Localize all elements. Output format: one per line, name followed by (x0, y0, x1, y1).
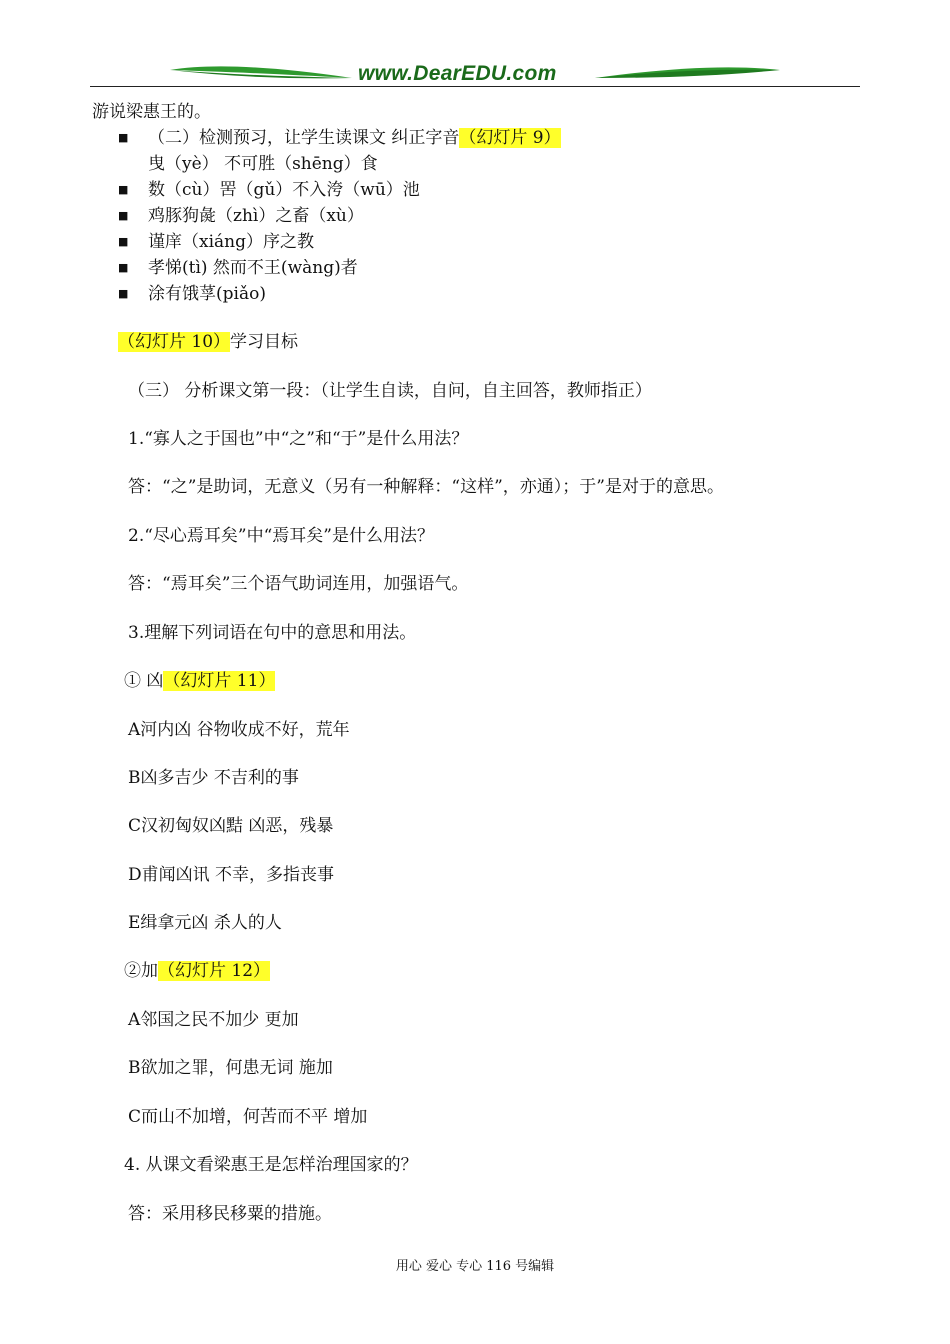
section3-heading: （三） 分析课文第一段：（让学生自读，自问，自主回答，教师指正） (128, 381, 652, 401)
word2-item: B欲加之罪，何患无词 施加 (128, 1058, 333, 1078)
word2-item: A邻国之民不加少 更加 (128, 1010, 299, 1030)
preview-item: 谨庠（xiáng）序之教 (148, 232, 314, 252)
question-1: 1.“寡人之于国也”中“之”和“于”是什么用法？ (128, 429, 469, 449)
word1-item: E缉拿元凶 杀人的人 (128, 913, 282, 933)
word1-label: ① 凶 (124, 671, 164, 691)
preview-item: 涂有饿莩(piǎo) (148, 284, 266, 304)
word1-line (124, 670, 275, 692)
slide-tag-11: （幻灯片 11） (163, 671, 276, 691)
word1-item: C汉初匈奴凶黠 凶恶，残暴 (128, 816, 334, 836)
word1-item: A河内凶 谷物收成不好，荒年 (128, 720, 350, 740)
goal-text: 学习目标 (230, 332, 299, 352)
question-4: 4. 从课文看梁惠王是怎样治理国家的？ (124, 1155, 418, 1175)
goal-line (118, 331, 298, 353)
intro-text: 游说梁惠王的。 (92, 102, 211, 122)
slide-tag-10: （幻灯片 10） (118, 332, 231, 352)
page-footer: 用心 爱心 专心 116 号编辑 (395, 1259, 555, 1274)
page-header (90, 58, 860, 90)
bullet-marker: ■ (118, 287, 129, 300)
answer-4: 答：采用移民移粟的措施。 (128, 1204, 332, 1224)
bullet-marker: ■ (118, 209, 129, 222)
question-3: 3.理解下列词语在句中的意思和用法。 (128, 623, 417, 643)
question-2: 2.“尽心焉耳矣”中“焉耳矣”是什么用法？ (128, 526, 434, 546)
preview-title-line (148, 127, 561, 149)
bullet-marker: ■ (118, 131, 129, 144)
answer-2: 答：“焉耳矣”三个语气助词连用，加强语气。 (128, 574, 469, 594)
preview-item: 鸡豚狗彘（zhì）之畜（xù） (148, 206, 364, 226)
site-logo-text[interactable]: www.DearEDU.com (358, 62, 557, 85)
header-divider (90, 86, 860, 87)
bullet-marker: ■ (118, 235, 129, 248)
bullet-marker: ■ (118, 261, 129, 274)
word2-item: C而山不加增，何苦而不平 增加 (128, 1107, 368, 1127)
preview-continuation: 曳（yè） 不可胜（shēng）食 (148, 154, 378, 174)
bullet-marker: ■ (118, 183, 129, 196)
slide-tag-12: （幻灯片 12） (158, 961, 271, 981)
slide-tag-9: （幻灯片 9） (459, 128, 561, 148)
answer-1: 答：“之”是助词，无意义（另有一种解释：“这样”，亦通）；于”是对于的意思。 (128, 477, 724, 497)
word1-item: D甫闻凶讯 不幸，多指丧事 (128, 865, 335, 885)
word2-label: ②加 (124, 961, 158, 981)
preview-title: （二）检测预习，让学生读课文 纠正字音 (148, 128, 460, 148)
word2-line (124, 960, 270, 982)
preview-item: 数（cù）罟（gǔ）不入洿（wū）池 (148, 180, 420, 200)
preview-item: 孝悌(tì) 然而不王(wàng)者 (148, 258, 358, 278)
word1-item: B凶多吉少 不吉利的事 (128, 768, 299, 788)
